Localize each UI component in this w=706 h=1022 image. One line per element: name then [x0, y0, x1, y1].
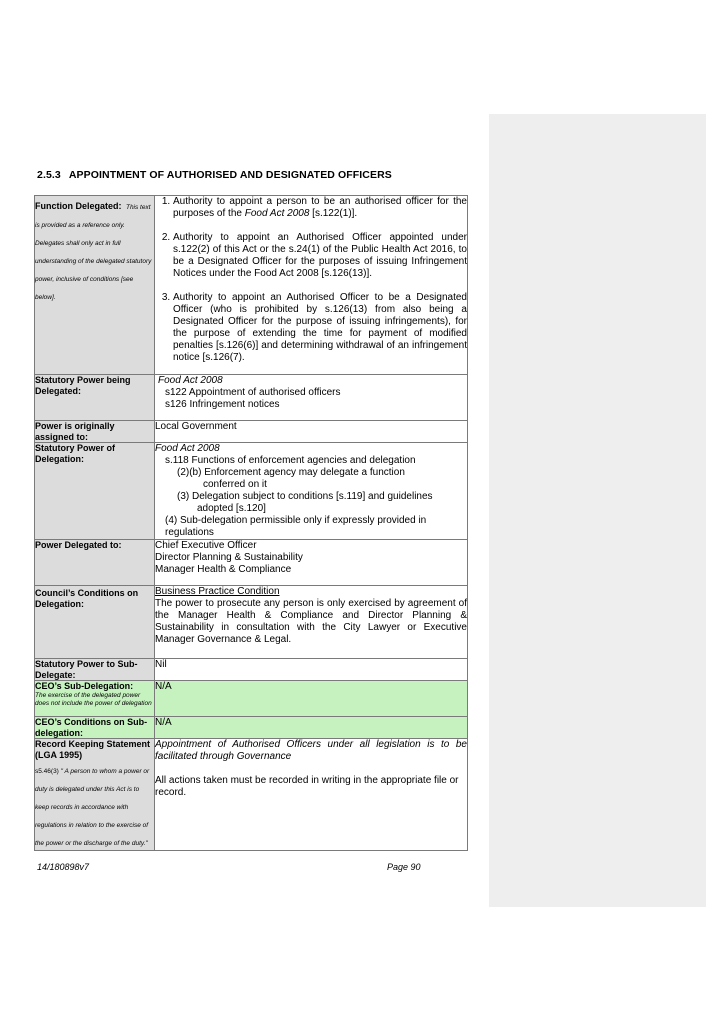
- row-statutory-power: [35, 375, 468, 421]
- delegate-line: Director Planning & Sustainability: [155, 552, 303, 563]
- statutory-delegation-line: adopted [s.120]: [197, 503, 266, 514]
- label-cell: [35, 586, 155, 659]
- list-item: 1. Authority to appoint a person to be an authorised officer for the purposes of the Food Act 2008 [s.122(1)].: [173, 196, 467, 220]
- value-cell: [155, 717, 468, 739]
- row-delegated-to: [35, 540, 468, 586]
- council-conditions-label: Council’s Conditions on Delegation:: [35, 588, 139, 609]
- comments-pane: [489, 114, 706, 907]
- label-cell: [35, 540, 155, 586]
- label-cell: [35, 196, 155, 375]
- value-cell: [155, 196, 468, 375]
- statutory-power-label: Statutory Power being Delegated:: [35, 375, 131, 396]
- statutory-power-line: s126 Infringement notices: [165, 399, 280, 410]
- row-originally-assigned: [35, 421, 468, 443]
- sub-delegate-value: Nil: [155, 659, 167, 670]
- row-ceo-conditions: [35, 717, 468, 739]
- ceo-sub-value: N/A: [155, 681, 172, 692]
- section-title: APPOINTMENT OF AUTHORISED AND DESIGNATED OFFICERS: [68, 169, 392, 181]
- delegation-table: [34, 195, 468, 851]
- ceo-sub-label: CEO’s Sub-Delegation:: [35, 681, 134, 691]
- ceo-conditions-value: N/A: [155, 717, 172, 728]
- value-cell: [155, 586, 468, 659]
- footer-doc-ref: 14/180898v7: [37, 862, 90, 872]
- row-sub-delegate: [35, 659, 468, 681]
- section-heading: [37, 169, 392, 181]
- delegated-to-label: Power Delegated to:: [35, 540, 122, 550]
- delegate-line: Manager Health & Compliance: [155, 564, 292, 575]
- sub-delegate-label: Statutory Power to Sub-Delegate:: [35, 659, 138, 680]
- row-council-conditions: [35, 586, 468, 659]
- originally-assigned-value: Local Government: [155, 421, 237, 432]
- record-keeping-text: All actions taken must be recorded in writing in the appropriate file or record.: [155, 775, 459, 798]
- label-cell: [35, 375, 155, 421]
- statutory-delegation-line: (2)(b) Enforcement agency may delegate a function: [177, 467, 405, 478]
- function-note: This text is provided as a reference only. Delegates shall only act in full understanding of the delegated statutory power, inclusive of conditions [see below].: [35, 204, 152, 301]
- label-cell: [35, 681, 155, 717]
- label-cell: [35, 443, 155, 540]
- value-cell: [155, 739, 468, 851]
- label-cell: [35, 659, 155, 681]
- statutory-delegation-line: s.118 Functions of enforcement agencies and delegation: [165, 455, 416, 466]
- row-statutory-delegation: [35, 443, 468, 540]
- function-list: [155, 196, 467, 364]
- value-cell: [155, 659, 468, 681]
- statutory-delegation-line: conferred on it: [203, 479, 267, 490]
- label-cell: [35, 717, 155, 739]
- label-cell: [35, 739, 155, 851]
- label-cell: [35, 421, 155, 443]
- row-ceo-sub-delegation: [35, 681, 468, 717]
- function-label: Function Delegated:: [35, 201, 122, 211]
- statutory-delegation-act: Food Act 2008: [155, 443, 220, 454]
- record-keeping-ref: s5.46(3): [35, 768, 61, 775]
- value-cell: [155, 375, 468, 421]
- row-function-delegated: [35, 196, 468, 375]
- ceo-sub-note: The exercise of the delegated power does not include the power of delegation: [35, 691, 152, 707]
- delegate-line: Chief Executive Officer: [155, 540, 257, 551]
- council-conditions-text: The power to prosecute any person is only exercised by agreement of the Manager Health & Compliance and Director Planning & Sustainability in consultation with the City Lawyer or Executive Manager Governance & Legal.: [155, 598, 467, 645]
- value-cell: [155, 540, 468, 586]
- list-item: 2. Authority to appoint an Authorised Officer appointed under s.122(2) of this Act or the s.24(1) of the Public Health Act 2016, to be a Designated Officer for the purposes of issuing Infringement Notices under the Food Act 2008 [s.126(13)].: [173, 232, 467, 280]
- council-conditions-heading: Business Practice Condition: [155, 586, 280, 597]
- ceo-conditions-label: CEO’s Conditions on Sub-delegation:: [35, 717, 148, 738]
- footer-page-number: Page 90: [387, 862, 421, 872]
- row-record-keeping: [35, 739, 468, 851]
- list-item: 3. Authority to appoint an Authorised Officer to be a Designated Officer (who is prohibited by s.126(13) from also being a Designated Officer for the purpose of issuing infringements), for the purpose of extending the time for payment of modified penalties [s.126(6)] and determining withdrawal of an infringement notice [s.126(7).: [173, 292, 467, 364]
- statutory-delegation-line: (4) Sub-delegation permissible only if expressly provided in regulations: [165, 515, 427, 538]
- statutory-delegation-line: (3) Delegation subject to conditions [s.119] and guidelines: [177, 491, 433, 502]
- record-keeping-italic: Appointment of Authorised Officers under all legislation is to be facilitated through Governance: [155, 739, 467, 762]
- value-cell: [155, 443, 468, 540]
- originally-assigned-label: Power is originally assigned to:: [35, 421, 115, 442]
- value-cell: [155, 681, 468, 717]
- value-cell: [155, 421, 468, 443]
- record-keeping-note: " A person to whom a power or duty is delegated under this Act is to keep records in accordance with regulations in relation to the exercise of the power or the discharge of the duty.": [35, 768, 150, 847]
- section-number: 2.5.3: [37, 169, 61, 181]
- statutory-power-line: s122 Appointment of authorised officers: [165, 387, 341, 398]
- statutory-power-act: Food Act 2008: [158, 375, 223, 386]
- record-keeping-label: Record Keeping Statement (LGA 1995): [35, 739, 151, 760]
- statutory-delegation-label: Statutory Power of Delegation:: [35, 443, 116, 464]
